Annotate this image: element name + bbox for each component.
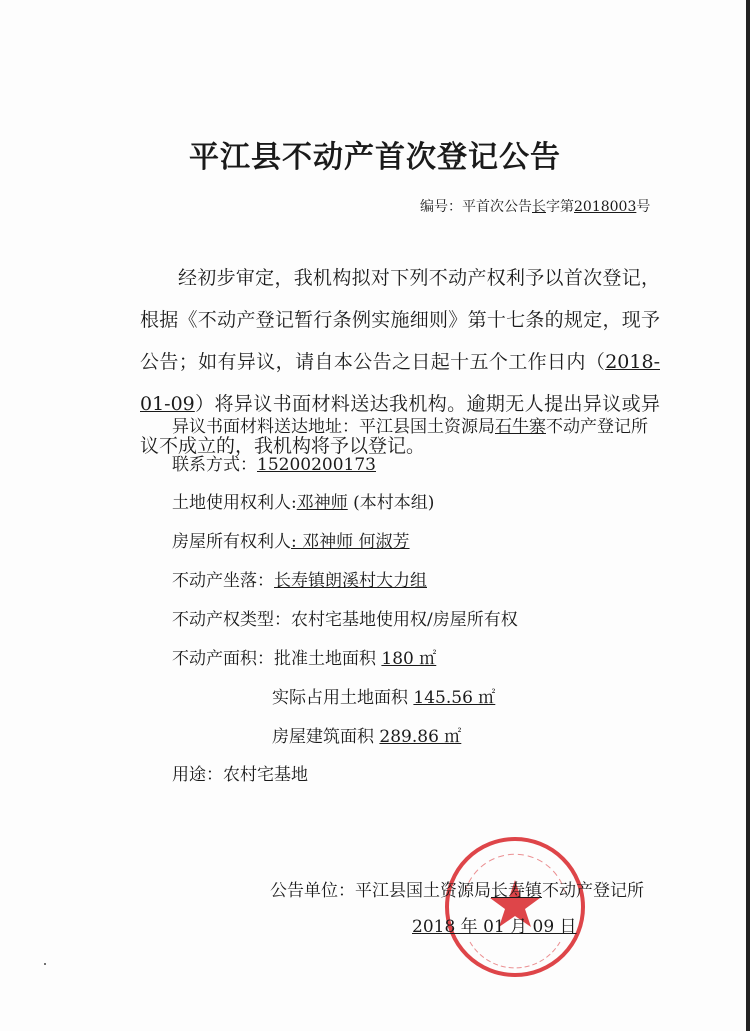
- objection-address: 异议书面材料送达地址：平江县国土资源局石牛寨不动产登记所: [172, 417, 648, 437]
- objection-deadline: 2018-01-09: [140, 351, 660, 415]
- announcement-body: 经初步审定，我机构拟对下列不动产权利予以首次登记，根据《不动产登记暂行条例实施细则》第十七条的规定，现予公告；如有异议，请自本公告之日起十五个工作日内（2018-01-09）将异议书面材料送达我机构。逾期无人提出异议或异议不成立的，我机构将予以登记。: [140, 267, 660, 457]
- official-seal-icon: [440, 832, 590, 982]
- house-owner-line: 房屋所有权利人: 邓神师 何淑芳: [172, 532, 410, 552]
- announcement-number: 编号：平首次公告长字第2018003号: [420, 199, 651, 215]
- location-line: 不动产坐落：长寿镇朗溪村大力组: [172, 571, 427, 591]
- publish-date: 2018 年 01 月 09 日: [412, 917, 577, 937]
- scan-dot: [44, 963, 46, 965]
- actual-area-line: 实际占用土地面积 145.56 ㎡: [272, 688, 496, 708]
- land-user-line: 土地使用权利人:邓神师 (本村本组): [172, 493, 435, 513]
- publisher-line: 公告单位：平江县国土资源局长寿镇不动产登记所: [270, 881, 644, 901]
- right-type-line: 不动产权类型：农村宅基地使用权/房屋所有权: [172, 610, 518, 630]
- use-line: 用途：农村宅基地: [172, 765, 308, 785]
- document-title: 平江县不动产首次登记公告: [189, 140, 561, 175]
- approved-area-line: 不动产面积：批准土地面积 180 ㎡: [172, 649, 437, 669]
- building-area-line: 房屋建筑面积 289.86 ㎡: [272, 727, 462, 747]
- contact-line: 联系方式：15200200173: [172, 455, 376, 475]
